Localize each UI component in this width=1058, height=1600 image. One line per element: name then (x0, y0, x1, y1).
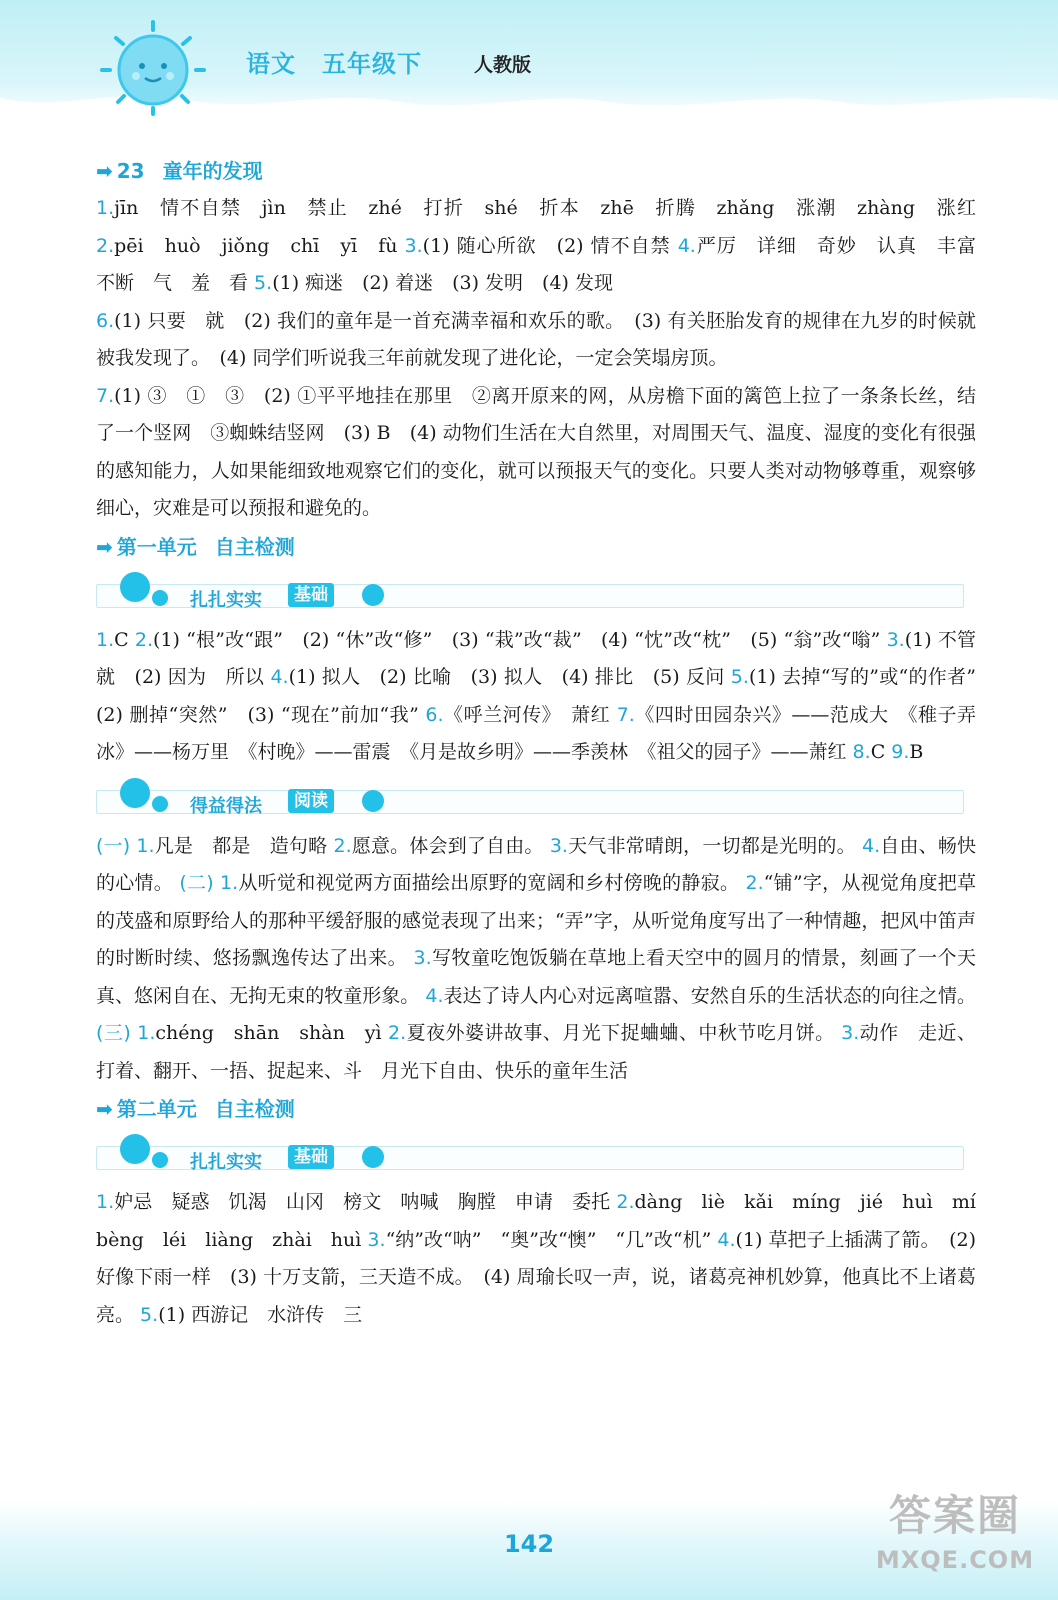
answer-text: 从听觉和视觉两方面描绘出原野的宽阔和乡村傍晚的静寂。 (238, 872, 746, 894)
answer-text: (1) ③ ① ③ (2) ①平平地挂在那里 ②离开原来的网，从房檐下面的篱笆上拉了一条条长丝，结了一个竖网 ③蜘蛛结竖网 (3) B (4) 动物们生活在大自然里，对周围天气、温度、湿度的变化有很强的感知能力，人如果能细致地观察它们的变化，就可以预报天气的变化。只要人类对动物够尊重，观察够细心，灾难是可以预报和避免的。 (96, 384, 976, 519)
item-number: 4. (861, 834, 881, 857)
answer-text: 自由、畅快的心情。 (96, 834, 977, 894)
item-number: 1. (96, 628, 115, 651)
banner-tag: 阅读 (288, 789, 334, 813)
item-number: 5. (140, 1303, 159, 1326)
subsection-banner-basic (96, 570, 976, 616)
answer-text: C (114, 628, 135, 651)
answer-text: B (909, 741, 924, 763)
item-number: 4. (677, 234, 696, 257)
answer-text: 夏夜外婆讲故事、月光下捉蛐蛐、中秋节吃月饼。 (406, 1022, 842, 1044)
item-number: 2. (96, 234, 115, 257)
banner-tag: 基础 (288, 583, 334, 607)
section-heading-unit-2 (96, 1090, 976, 1128)
answer-text: “铺”字，从视觉角度把草的茂盛和原野给人的那种平缓舒服的感觉表现了出来；“弄”字，从听觉角度写出了一种情趣，把风中笛声的时断时续、悠扬飘逸传达了出来。 (96, 872, 976, 969)
watermark-logo (870, 1488, 1040, 1592)
bubble-decoration (152, 590, 168, 606)
item-number: 5. (730, 666, 749, 688)
item-number: 3. (886, 628, 905, 651)
answer-text: pēi huò jiǒng chī yī fù (114, 234, 405, 257)
answer-text: 写牧童吃饱饭躺在草地上看天空中的圆月的情景，刻画了一个天真、悠闲自在、无拘无束的牧童形象。 (96, 947, 976, 1007)
answer-text: 妒忌 疑惑 饥渴 山冈 榜文 呐喊 胸膛 申请 委托 (114, 1191, 617, 1213)
arrow-icon: ➡ (96, 534, 113, 559)
bubble-decoration (120, 1134, 150, 1164)
answer-content (96, 152, 996, 1334)
banner-label: 得益得法 (190, 795, 262, 817)
item-number: 4. (270, 666, 289, 688)
item-number: 4. (425, 984, 444, 1007)
unit-1-basic-answers (96, 622, 996, 772)
answer-text: 天气非常晴朗，一切都是光明的。 (567, 834, 862, 857)
bubble-decoration (362, 584, 384, 606)
grade-label: 五年级下 (322, 50, 422, 78)
section-title: 童年的发现 (162, 159, 263, 183)
page-number: 142 (503, 1530, 555, 1558)
item-number: 3. (404, 234, 423, 257)
bubble-decoration (120, 572, 150, 602)
item-number: 6. (96, 309, 115, 332)
subject-label: 语文 (246, 50, 296, 78)
section-subtitle: 自主检测 (214, 534, 295, 559)
answer-text: dàng liè kǎi míng jié huì mí bèng léi liàng zhài huì (96, 1191, 996, 1251)
answer-text: 凡是 都是 造句略 (154, 834, 334, 857)
bubble-decoration (152, 796, 168, 812)
item-number: 2. (745, 872, 764, 894)
watermark-url: MXQE.COM (875, 1546, 1035, 1574)
sun-icon (98, 18, 208, 118)
item-number: (三) 1. (96, 1022, 156, 1044)
answer-text: (1) 西游记 水浒传 三 (158, 1303, 363, 1326)
answer-text: 严厉 详细 奇妙 认真 丰富 不断 气 羞 看 (96, 234, 996, 294)
answer-text: (1) 去掉“写的”或“的作者” (2) 删掉“突然” (3) “现在”前加“我” (96, 666, 996, 726)
item-number: 3. (841, 1022, 860, 1044)
answer-text: 愿意。体会到了自由。 (351, 834, 550, 857)
answer-text: jīn 情不自禁 jìn 禁止 zhé 打折 shé 折本 zhē 折腾 zhǎng 涨潮 zhàng 涨红 (114, 197, 976, 219)
bubble-decoration (362, 1146, 384, 1168)
bubble-decoration (120, 778, 150, 808)
item-number: (一) 1. (96, 834, 155, 857)
item-number: 1. (96, 197, 115, 219)
answer-text: (1) 草把子上插满了箭。 (2) 好像下雨一样 (3) 十万支箭，三天造不成。 (4) 周瑜长叹一声，说，诸葛亮神机妙算，他真比不上诸葛亮。 (96, 1228, 977, 1326)
answer-text: (1) 只要 就 (2) 我们的童年是一首充满幸福和欢乐的歌。 (3) 有关胚胎发育的规律在九岁的时候就被我发现了。 (4) 同学们听说我三年前就发现了进化论，一定会笑塌房顶。 (96, 309, 976, 369)
item-number: 2. (333, 834, 352, 857)
item-number: (二) 1. (179, 872, 239, 894)
section-number: 23 (116, 159, 145, 183)
item-number: 3. (549, 834, 568, 857)
edition-label: 人教版 (474, 54, 532, 76)
answer-text: C (870, 741, 892, 763)
lesson-23-answers (96, 190, 996, 528)
answer-text: (1) 随心所欲 (2) 情不自禁 (422, 234, 678, 257)
answer-text: (1) 痴迷 (2) 着迷 (3) 发明 (4) 发现 (272, 272, 614, 294)
section-heading-unit-1 (96, 528, 976, 566)
item-number: 4. (717, 1228, 736, 1251)
bubble-decoration (152, 1152, 168, 1168)
item-number: 3. (413, 947, 432, 969)
item-number: 2. (616, 1191, 635, 1213)
subsection-banner-basic (96, 1132, 976, 1178)
answer-text: chéng shān shàn yì (155, 1022, 389, 1044)
answer-text: 动作 走近、打着、翻开、一捂、捉起来、斗 月光下自由、快乐的童年生活 (96, 1022, 976, 1082)
section-heading-lesson-23 (96, 152, 976, 190)
answer-text: 《四时田园杂兴》——范成大 《稚子弄冰》——杨万里 《村晚》——雷震 《月是故乡明》——季羡林 《祖父的园子》——萧红 (96, 703, 977, 763)
section-title: 第一单元 (116, 534, 197, 559)
banner-tag: 基础 (288, 1145, 334, 1169)
subsection-banner-reading (96, 776, 976, 822)
item-number: 7. (96, 384, 115, 407)
banner-label: 扎扎实实 (190, 589, 262, 611)
item-number: 3. (367, 1228, 386, 1251)
item-number: 2. (388, 1022, 407, 1044)
answer-text: 《呼兰河传》 萧红 (443, 703, 617, 726)
answer-text: 表达了诗人内心对远离喧嚣、安然自乐的生活状态的向往之情。 (443, 984, 976, 1007)
arrow-icon: ➡ (96, 159, 113, 183)
bubble-decoration (362, 790, 384, 812)
section-subtitle: 自主检测 (214, 1097, 295, 1121)
item-number: 8. (852, 741, 871, 763)
answer-text: (1) “根”改“跟” (2) “休”改“修” (3) “栽”改“裁” (4) “忱”改“枕” (5) “翁”改“嗡” (153, 628, 887, 651)
banner-label: 扎扎实实 (190, 1152, 262, 1173)
item-number: 5. (254, 272, 273, 294)
answer-text: (1) 不管 就 (2) 因为 所以 (96, 628, 996, 688)
unit-1-reading-answers (96, 828, 976, 1091)
unit-2-basic-answers (96, 1184, 996, 1334)
item-number: 2. (134, 628, 154, 651)
section-title: 第二单元 (116, 1097, 197, 1121)
header-title (246, 44, 422, 79)
item-number: 1. (96, 1191, 115, 1213)
answer-text: “纳”改“呐” “奥”改“懊” “几”改“机” (385, 1228, 718, 1251)
watermark-title: 答案圈 (888, 1491, 1021, 1540)
item-number: 7. (616, 703, 635, 726)
answer-text: (1) 拟人 (2) 比喻 (3) 拟人 (4) 排比 (5) 反问 (288, 666, 731, 688)
item-number: 6. (425, 703, 444, 726)
item-number: 9. (891, 741, 910, 763)
arrow-icon: ➡ (96, 1097, 113, 1121)
